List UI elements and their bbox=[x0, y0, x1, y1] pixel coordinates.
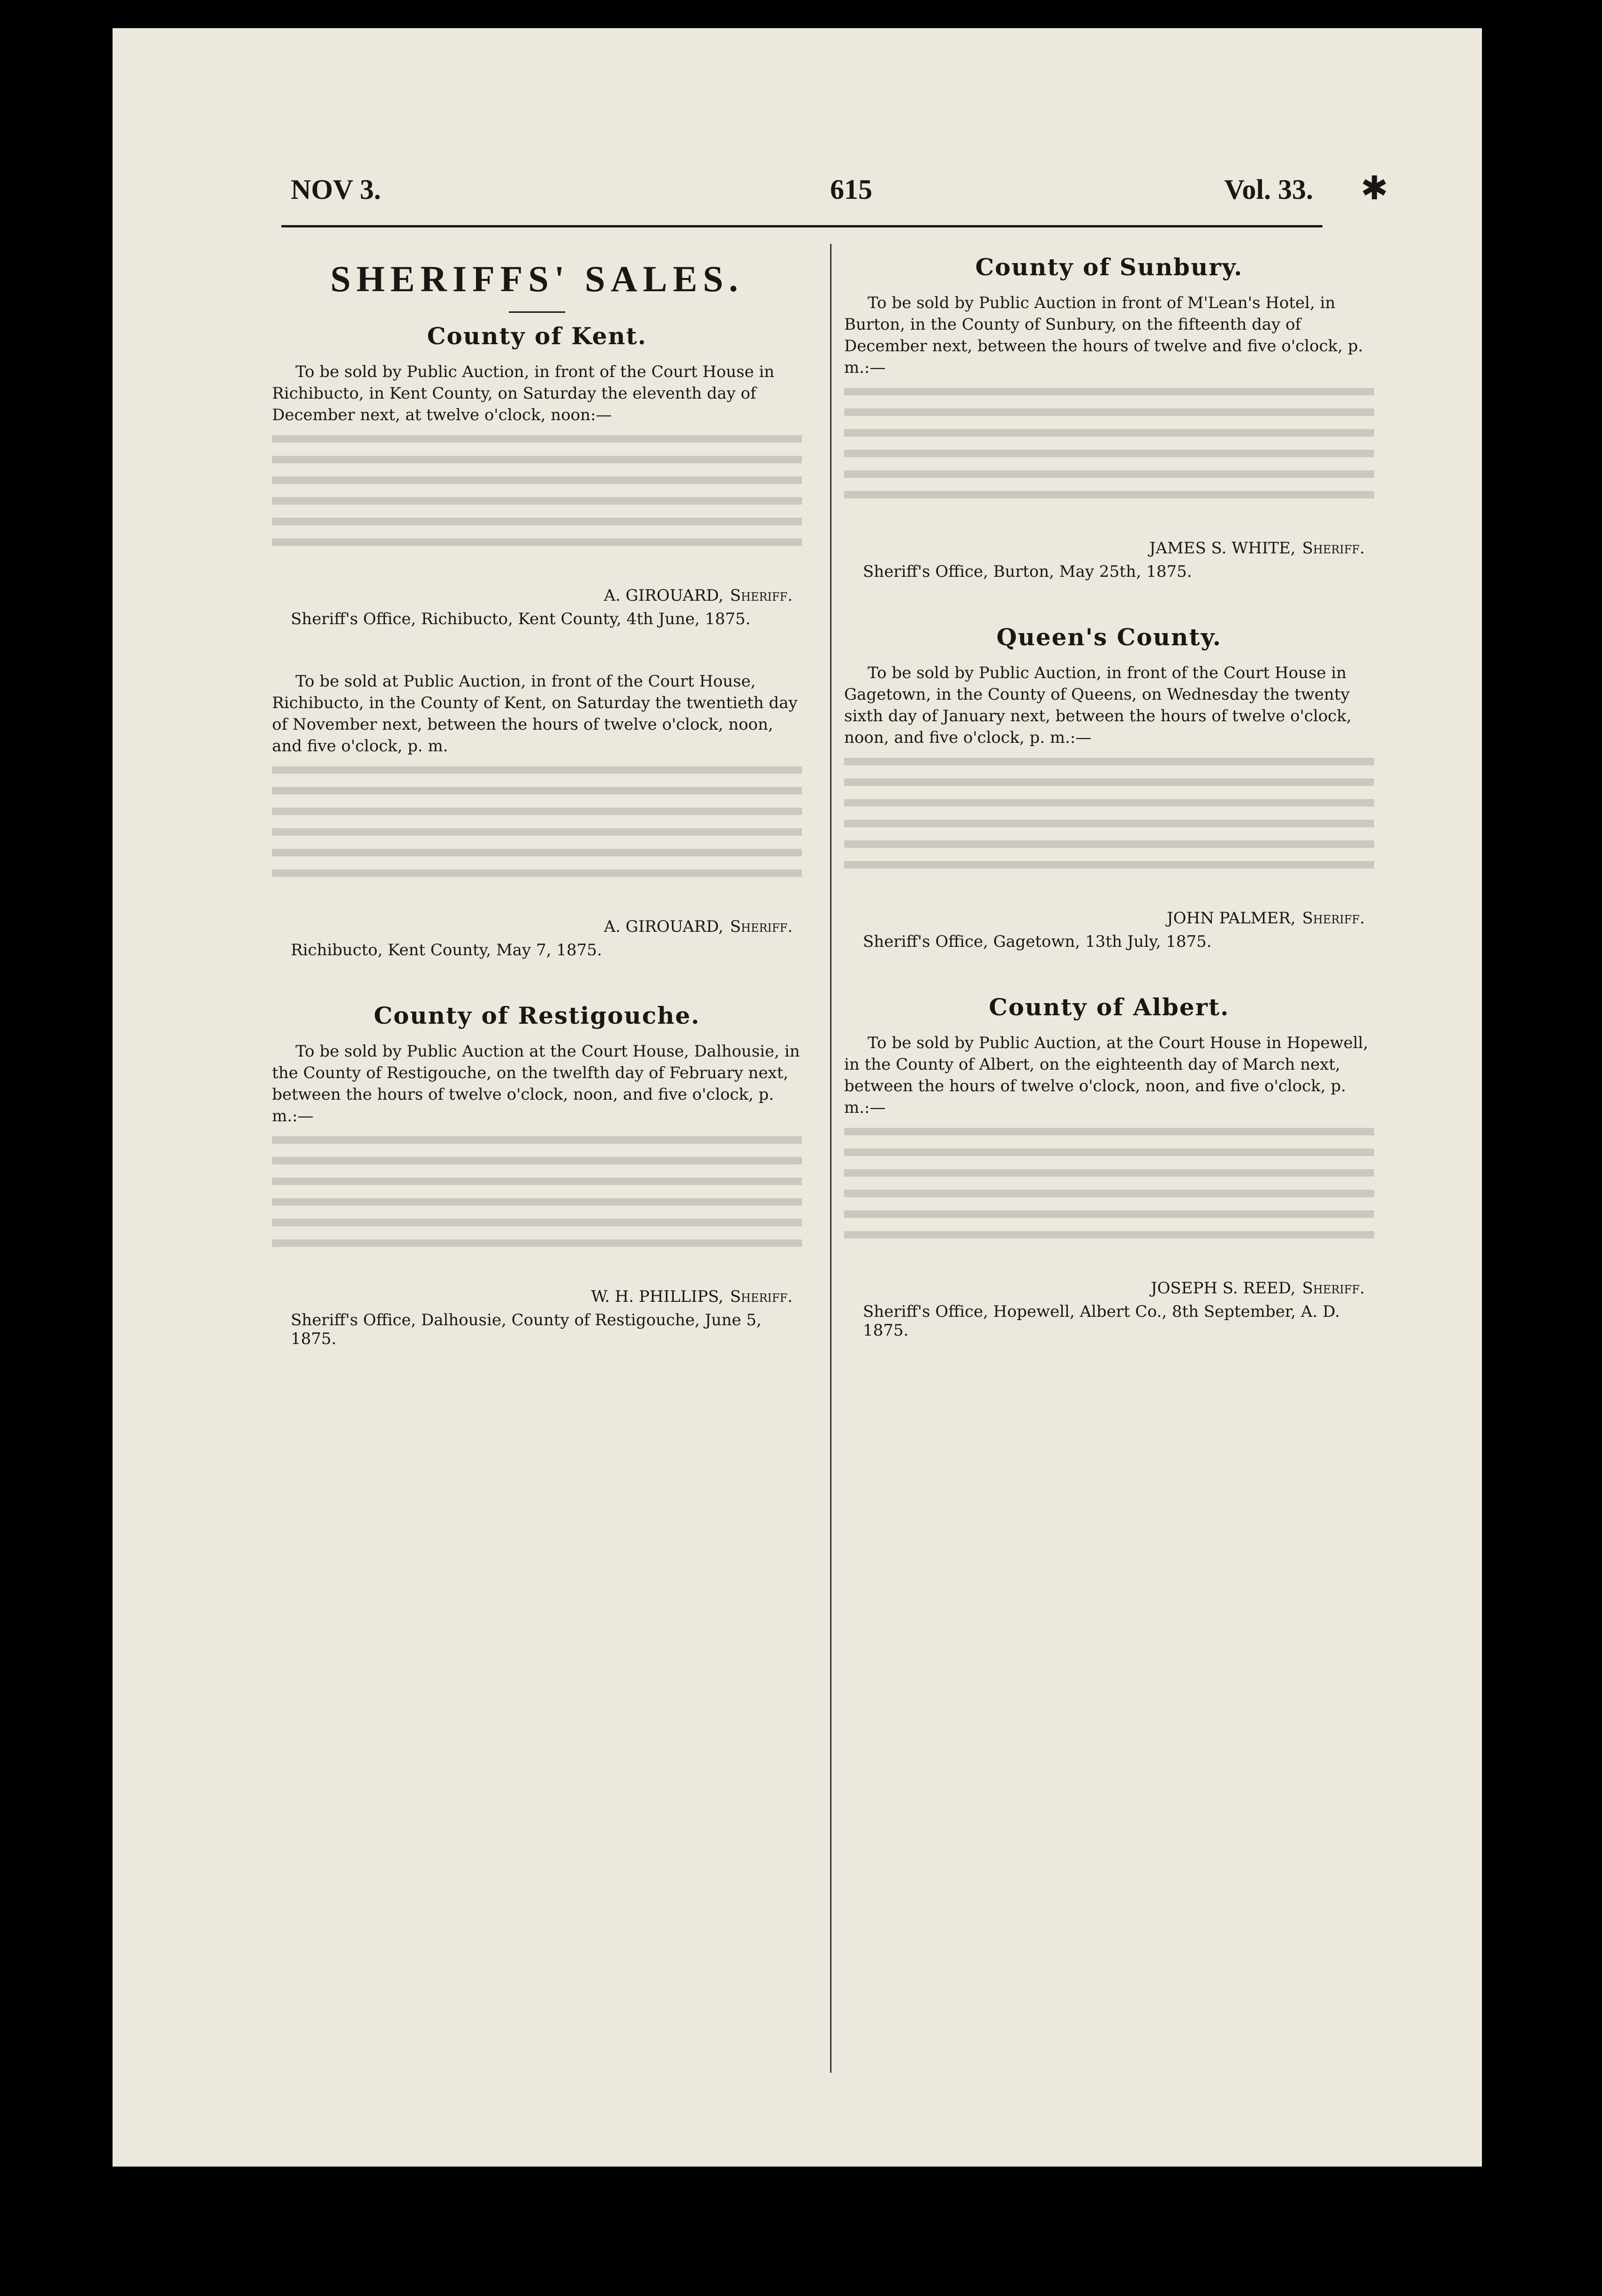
county-heading: County of Albert. bbox=[989, 993, 1230, 1021]
issue-date: NOV 3. bbox=[291, 174, 381, 205]
office-dateline: Sheriff's Office, Richibucto, Kent County, 4th June, 1875. bbox=[291, 610, 751, 628]
remaining-notice-text bbox=[844, 1128, 1374, 1269]
sheriff-signature bbox=[272, 1287, 793, 1306]
sheriff-title: Sheriff. bbox=[730, 1287, 793, 1306]
office-dateline: Sheriff's Office, Hopewell, Albert Co., 8th September, A. D. 1875. bbox=[863, 1302, 1340, 1340]
newspaper-page bbox=[113, 28, 1482, 2167]
page-number: 615 bbox=[830, 174, 872, 205]
left-column bbox=[272, 244, 802, 1390]
sheriff-signature bbox=[272, 917, 793, 936]
remaining-notice-text bbox=[272, 1136, 802, 1277]
sheriff-title: Sheriff. bbox=[730, 917, 793, 936]
notice-lead: To be sold by Public Auction, at the Court House in Hopewell, in the County of Albert, on the eighteenth day of March next, between the hours of twelve o'clock, noon, and five o'clock, p. m.:— bbox=[844, 1034, 1368, 1117]
sale-notice bbox=[272, 1002, 802, 1348]
column-divider bbox=[830, 244, 831, 2073]
sale-notice bbox=[272, 322, 802, 628]
notice-lead: To be sold by Public Auction in front of M'Lean's Hotel, in Burton, in the County of Sunbury, on the fifteenth day of December next, between the hours of twelve and five o'clock, p. m.:— bbox=[844, 294, 1363, 377]
office-dateline: Sheriff's Office, Gagetown, 13th July, 1875. bbox=[863, 932, 1212, 951]
sheriff-name: W. H. PHILLIPS, bbox=[591, 1287, 724, 1306]
notice-lead: To be sold by Public Auction at the Court House, Dalhousie, in the County of Restigouche, on the twelfth day of February next, between the hours of twelve o'clock, noon, and five o'clock, p. m.:— bbox=[272, 1042, 800, 1125]
sheriff-name: JOSEPH S. REED, bbox=[1150, 1279, 1296, 1298]
remaining-notice-text bbox=[272, 766, 802, 907]
county-heading: County of Sunbury. bbox=[975, 253, 1243, 281]
county-heading: Queen's County. bbox=[996, 623, 1222, 651]
sale-notice bbox=[844, 993, 1374, 1340]
office-dateline: Sheriff's Office, Dalhousie, County of Restigouche, June 5, 1875. bbox=[291, 1311, 762, 1348]
banner-rule bbox=[509, 311, 565, 313]
volume-number: Vol. 33. bbox=[1224, 174, 1313, 205]
sheriff-title: Sheriff. bbox=[1302, 1279, 1365, 1298]
remaining-notice-text bbox=[844, 388, 1374, 529]
section-banner: SHERIFFS' SALES. bbox=[330, 258, 744, 299]
sheriff-name: A. GIROUARD, bbox=[604, 586, 724, 605]
office-dateline: Sheriff's Office, Burton, May 25th, 1875. bbox=[863, 562, 1192, 581]
masthead bbox=[291, 174, 1313, 211]
ink-mark: ✱ bbox=[1360, 169, 1388, 207]
sheriff-title: Sheriff. bbox=[730, 586, 793, 605]
sheriff-signature bbox=[844, 1279, 1365, 1298]
notice-lead: To be sold by Public Auction, in front of the Court House in Gagetown, in the County of Queens, on Wednesday the twenty sixth day of January next, between the hours of twelve o'clock, noon, and five o'clock, p. m.:— bbox=[844, 664, 1352, 747]
sheriff-name: JOHN PALMER, bbox=[1166, 909, 1296, 928]
sale-notice bbox=[272, 671, 802, 959]
sale-notice bbox=[844, 253, 1374, 581]
notice-lead: To be sold at Public Auction, in front of the Court House, Richibucto, in the County of Kent, on Saturday the twentieth day of November next, between the hours of twelve o'clock, noon, and five o'clock, p. m. bbox=[272, 672, 798, 755]
office-dateline: Richibucto, Kent County, May 7, 1875. bbox=[291, 941, 602, 959]
sheriff-title: Sheriff. bbox=[1302, 909, 1365, 928]
masthead-rule bbox=[281, 225, 1322, 227]
remaining-notice-text bbox=[844, 758, 1374, 899]
remaining-notice-text bbox=[272, 435, 802, 576]
county-heading: County of Restigouche. bbox=[374, 1002, 700, 1029]
sheriff-signature bbox=[844, 909, 1365, 928]
sheriff-name: JAMES S. WHITE, bbox=[1149, 539, 1296, 558]
right-column bbox=[844, 244, 1374, 1382]
sale-notice bbox=[844, 623, 1374, 951]
sheriff-name: A. GIROUARD, bbox=[604, 917, 724, 936]
county-heading: County of Kent. bbox=[427, 322, 647, 350]
sheriff-signature bbox=[272, 586, 793, 605]
notice-lead: To be sold by Public Auction, in front of the Court House in Richibucto, in Kent County, on Saturday the eleventh day of December next, at twelve o'clock, noon:— bbox=[272, 363, 775, 424]
sheriff-signature bbox=[844, 539, 1365, 558]
sheriff-title: Sheriff. bbox=[1302, 539, 1365, 558]
